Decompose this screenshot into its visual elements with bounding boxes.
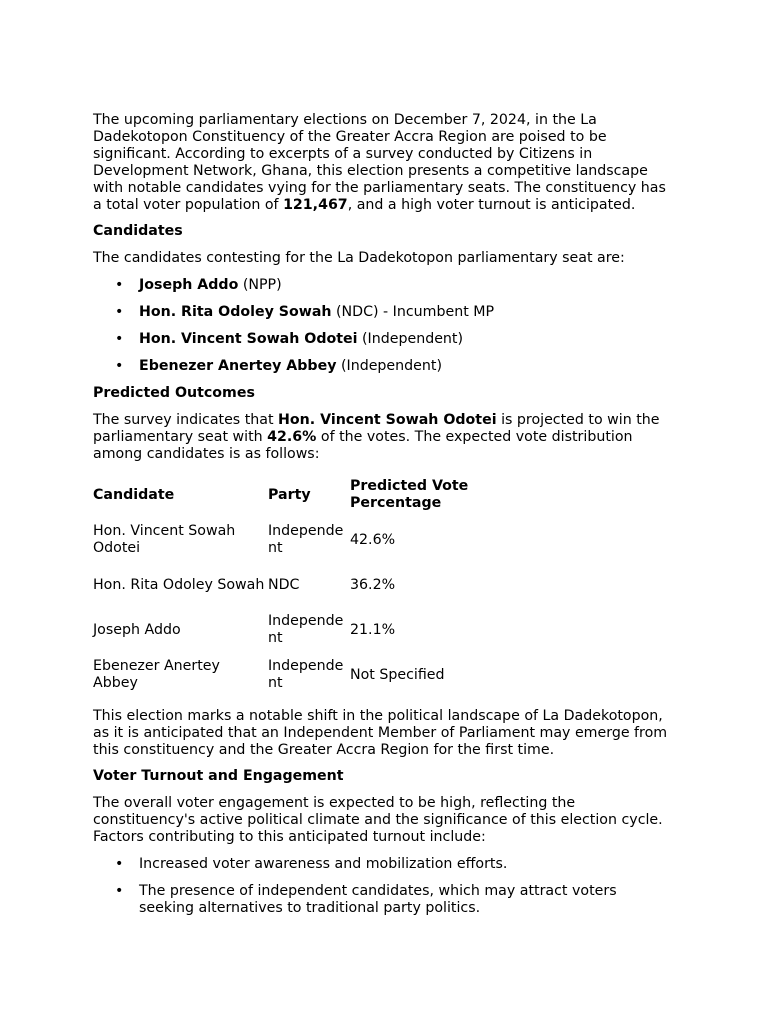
outcomes-text-2: is projected to win the parliamentary seat with — [93, 411, 660, 445]
turnout-intro: The overall voter engagement is expected to be high, reflecting the constituency's active political climate and the significance of this election cycle. Factors contributing to this anticipated turnout include: — [93, 795, 663, 846]
header-candidate: Candidate — [93, 486, 175, 503]
document-page — [93, 112, 673, 927]
projected-winner: Hon. Vincent Sowah Odotei — [278, 411, 497, 428]
cell-percentage: 36.2% — [350, 576, 396, 593]
candidate-name: Hon. Rita Odoley Sowah — [139, 304, 332, 321]
outcomes-text-3: of the votes. The expected vote distribution among candidates is as follows: — [93, 428, 633, 462]
cell-party: Independent — [268, 658, 344, 692]
intro-text-2: , and a high voter turnout is anticipated. — [347, 196, 636, 213]
cell-candidate: Hon. Rita Odoley Sowah — [93, 576, 265, 593]
candidate-detail: (NPP) — [238, 277, 282, 294]
candidate-detail: (NDC) - Incumbent MP — [331, 304, 495, 321]
candidate-name: Joseph Addo — [139, 277, 239, 294]
list-item — [139, 277, 673, 294]
cell-candidate: Ebenezer Anertey Abbey — [93, 658, 220, 692]
voter-population: 121,467 — [283, 196, 348, 213]
table-row — [93, 608, 480, 653]
projected-percent: 42.6% — [267, 428, 317, 445]
candidates-intro: The candidates contesting for the La Dadekotopon parliamentary seat are: — [93, 250, 625, 267]
candidate-detail: (Independent) — [357, 331, 464, 348]
outcomes-paragraph — [93, 412, 673, 463]
list-item: • Increased voter awareness and mobilization efforts. — [139, 856, 673, 873]
outcomes-heading: Predicted Outcomes — [93, 384, 255, 401]
table-row — [93, 653, 480, 698]
list-item — [139, 331, 673, 348]
cell-percentage: Not Specified — [350, 666, 445, 683]
candidate-detail: (Independent) — [336, 358, 442, 375]
intro-text-1: The upcoming parliamentary elections on December 7, 2024, in the La Dadekotopon Constituency of the Greater Accra Region are poised to be significant. According to excerpts of a survey conducted by Citizens in Development Network, Ghana, this election presents a competitive landscape with notable candidates vying for the parliamentary seats. The constituency has a total voter population of — [93, 112, 666, 213]
vote-distribution-table — [93, 473, 480, 698]
list-item — [139, 304, 673, 321]
cell-percentage: 42.6% — [350, 531, 396, 548]
cell-percentage: 21.1% — [350, 621, 396, 638]
cell-candidate: Joseph Addo — [93, 621, 181, 638]
cell-candidate: Hon. Vincent Sowah Odotei — [93, 523, 236, 557]
table-row — [93, 563, 480, 608]
turnout-factors-list — [93, 856, 673, 917]
turnout-heading: Voter Turnout and Engagement — [93, 768, 344, 785]
header-percentage: Predicted Vote Percentage — [350, 478, 469, 512]
outcomes-text-1: The survey indicates that — [93, 411, 279, 428]
candidate-name: Ebenezer Anertey Abbey — [139, 358, 337, 375]
list-item — [139, 358, 673, 375]
list-item: • The presence of independent candidates, which may attract voters seeking alternatives to traditional party politics. — [139, 883, 673, 917]
candidate-name: Hon. Vincent Sowah Odotei — [139, 331, 358, 348]
cell-party: Independent — [268, 613, 344, 647]
header-party: Party — [268, 486, 311, 503]
intro-paragraph — [93, 112, 673, 213]
table-row — [93, 518, 480, 563]
outcomes-closing: This election marks a notable shift in the political landscape of La Dadekotopon, as it is anticipated that an Independent Member of Parliament may emerge from this constituency and the Greater Accra Region for the first time. — [93, 707, 668, 758]
cell-party: Independent — [268, 523, 344, 557]
candidates-heading: Candidates — [93, 223, 183, 240]
table-header-row — [93, 473, 480, 518]
candidates-list — [93, 277, 673, 375]
cell-party: NDC — [268, 576, 300, 593]
